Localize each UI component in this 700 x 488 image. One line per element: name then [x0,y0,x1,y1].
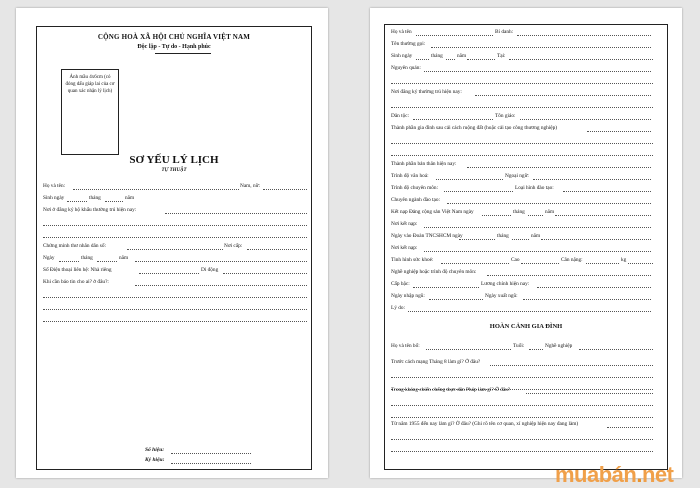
fill-line[interactable] [424,251,651,252]
fill-line[interactable] [391,405,653,406]
watermark-dot: . [636,462,642,487]
field-row-label: Họ và tên [391,29,412,35]
fill-line[interactable] [171,463,251,464]
fill-line[interactable] [43,321,307,322]
fill-line[interactable] [416,35,493,36]
so-hieu-label: Số hiệu: [145,447,165,453]
watermark-brand: muabán [555,462,637,487]
watermark-logo [555,462,673,488]
page-border [384,24,668,470]
fill-line[interactable] [523,299,651,300]
field-row-mid: Bí danh: [495,29,514,35]
field-row-mid: Cao [511,257,520,263]
fill-line[interactable] [529,349,543,350]
fill-line[interactable] [391,83,653,84]
fill-line[interactable] [537,287,651,288]
fill-line[interactable] [165,213,307,214]
fill-line[interactable] [391,107,653,108]
field-row-label: Cấp bậc: [391,281,410,287]
fill-line[interactable] [467,167,651,168]
section-title-hoan-canh: HOÀN CẢNH GIA ĐÌNH [489,323,563,330]
field-row-label: Kết nạp Đảng cộng sản Việt Nam ngày [391,209,474,215]
field-row-label: Thành phần gia đình sau cải cách ruộng đất (hoặc cải tạo công thương nghiệp) [391,125,557,131]
national-motto: Độc lập - Tự do - Hạnh phúc [137,44,211,50]
field-noi-cap: Nơi cấp: [224,243,243,249]
fill-line[interactable] [447,203,651,204]
fill-line[interactable] [105,201,123,202]
fill-line[interactable] [391,439,653,440]
field-row-mid: Ngày xuất ngũ: [485,293,518,299]
field-row-label: Trình độ văn hoá: [391,173,429,179]
fill-line[interactable] [587,131,651,132]
family-row-label: Họ và tên bố: [391,343,420,349]
field-row-mid: Loại hình đào tạo: [515,185,554,191]
field-sinh-ngay: Sinh ngày [43,195,65,201]
field-row-label: Tình hình sức khoẻ: [391,257,434,263]
fill-line[interactable] [67,201,87,202]
fill-line[interactable] [467,59,495,60]
fill-line[interactable] [482,215,511,216]
fill-line[interactable] [416,59,429,60]
field-row-label: Nguyên quán: [391,65,421,71]
fill-line[interactable] [431,47,651,48]
field-row-mid: Ngoại ngữ: [505,173,529,179]
fill-line[interactable] [517,35,651,36]
header-underline [155,53,211,54]
field-row-label: Trình độ chuyên môn: [391,185,439,191]
fill-line[interactable] [424,227,651,228]
fill-line[interactable] [441,263,509,264]
field-row-label: Chuyên ngành đào tạo: [391,197,440,203]
fill-line[interactable] [526,393,653,394]
field-row-mid: tháng [497,233,509,239]
photo-box-text: Ảnh mầu 4x6cm (có đóng dấu giáp lai của cơ quan xác nhận lý lịch) [65,75,115,94]
fill-line[interactable] [408,311,651,312]
fill-line[interactable] [391,155,653,156]
field-row-mid: Lương chính hiện nay: [481,281,530,287]
fill-line[interactable] [475,95,651,96]
fill-line[interactable] [446,59,455,60]
national-header: CỘNG HOÀ XÃ HỘI CHỦ NGHĨA VIỆT NAM [97,33,251,41]
watermark-suffix: net [641,462,674,487]
fill-line[interactable] [391,451,653,452]
field-row-label: Ngày vào Đoàn TNCSHCM ngày [391,233,463,239]
fill-line[interactable] [223,273,307,274]
field-cmnd: Chứng minh thư nhân dân số: [43,243,106,249]
fill-line[interactable] [413,119,493,120]
fill-line[interactable] [135,285,307,286]
fill-line[interactable] [391,417,653,418]
field-row-end: Cân nặng: [561,257,583,263]
fill-line[interactable] [43,297,307,298]
field-nam-nu: Nam, nữ: [240,183,260,189]
field-noi-o: Nơi ở đăng ký hộ khẩu thường trú hiện nay: [43,207,137,213]
fill-line[interactable] [520,119,651,120]
fill-line[interactable] [555,215,651,216]
fill-line[interactable] [628,263,653,264]
field-row-end: năm [457,53,467,59]
fill-line[interactable] [487,275,651,276]
fill-line[interactable] [263,189,307,190]
fill-line[interactable] [541,239,651,240]
fill-line[interactable] [429,299,483,300]
fill-line[interactable] [127,249,223,250]
field-row-label: Lý do: [391,305,405,311]
field-nam: năm [125,195,135,201]
fill-line[interactable] [413,287,479,288]
fill-line[interactable] [43,225,307,226]
field-row-end: năm [531,233,541,239]
fill-line[interactable] [73,189,239,190]
field-row-label: Nghề nghiệp hoặc trình độ chuyên môn: [391,269,477,275]
field-dien-thoai: Số Điện thoại liên hệ: Nhà riêng [43,267,112,273]
field-ngay-cap: Ngày [43,255,55,261]
fill-line[interactable] [426,349,511,350]
field-row-mid: tháng [513,209,525,215]
field-row-label: Sinh ngày [391,53,413,59]
form-title: SƠ YẾU LÝ LỊCH [129,154,219,166]
family-row-label: Trong kháng chiến chống thực dân Pháp làm gì? Ở đâu? [391,387,511,393]
form-page-2 [370,8,682,478]
fill-line[interactable] [607,427,653,428]
family-row-mid: Tuổi: [513,343,525,349]
fill-line[interactable] [436,179,503,180]
field-thang: tháng [89,195,101,201]
fill-line[interactable] [43,237,307,238]
field-row-label: Nơi đăng ký thường trú hiện nay: [391,89,462,95]
fill-line[interactable] [563,191,651,192]
fill-line[interactable] [135,261,307,262]
fill-line[interactable] [533,179,652,180]
fill-line[interactable] [139,273,199,274]
fill-line[interactable] [528,215,543,216]
field-di-dong: Di động [201,267,219,273]
fill-line[interactable] [444,191,513,192]
ky-hieu-label: Ký hiệu: [145,457,165,463]
photo-box [61,69,119,155]
field-bao-tin: Khi cần báo tin cho ai? ở đâu?: [43,279,109,285]
fill-line[interactable] [512,239,529,240]
fill-line[interactable] [43,309,307,310]
field-row-end: năm [545,209,555,215]
form-subtitle: TỰ THUẬT [161,168,187,173]
fill-line[interactable] [59,261,79,262]
field-nam-cap: năm [119,255,129,261]
field-row-label: Nơi kết nạp: [391,245,418,251]
field-thang-cap: tháng [81,255,93,261]
fill-line[interactable] [391,377,653,378]
family-row-end: Nghề nghiệp [545,343,573,349]
page-border [36,26,312,470]
field-row-label: Thành phần bản thân hiện nay: [391,161,457,167]
field-row-label: Tên thường gọi: [391,41,426,47]
field-ho-ten: Họ và tên: [43,183,66,189]
field-row-end2: kg [621,257,627,263]
fill-line[interactable] [97,261,117,262]
field-row-mid: tháng [431,53,443,59]
field-row-label: Nơi kết nạp: [391,221,418,227]
fill-line[interactable] [391,143,653,144]
field-row-mid: Tôn giáo: [495,113,516,119]
field-row-end2: Tại: [497,53,506,59]
field-row-label: Ngày nhập ngũ: [391,293,425,299]
field-row-label: Dân tộc: [391,113,410,119]
fill-line[interactable] [247,249,307,250]
fill-line[interactable] [579,349,653,350]
fill-line[interactable] [490,365,653,366]
fill-line[interactable] [459,239,495,240]
form-page-1 [16,8,328,478]
family-row-label: Từ năm 1955 đến nay làm gì? Ở đâu? (Ghi rõ tên cơ quan, xí nghiệp hiện nay đang làm) [391,421,579,427]
fill-line[interactable] [424,71,651,72]
fill-line[interactable] [509,59,653,60]
fill-line[interactable] [521,263,559,264]
fill-line[interactable] [171,453,251,454]
fill-line[interactable] [586,263,619,264]
family-row-label: Trước cách mạng Tháng 8 làm gì? Ở đâu? [391,359,481,365]
